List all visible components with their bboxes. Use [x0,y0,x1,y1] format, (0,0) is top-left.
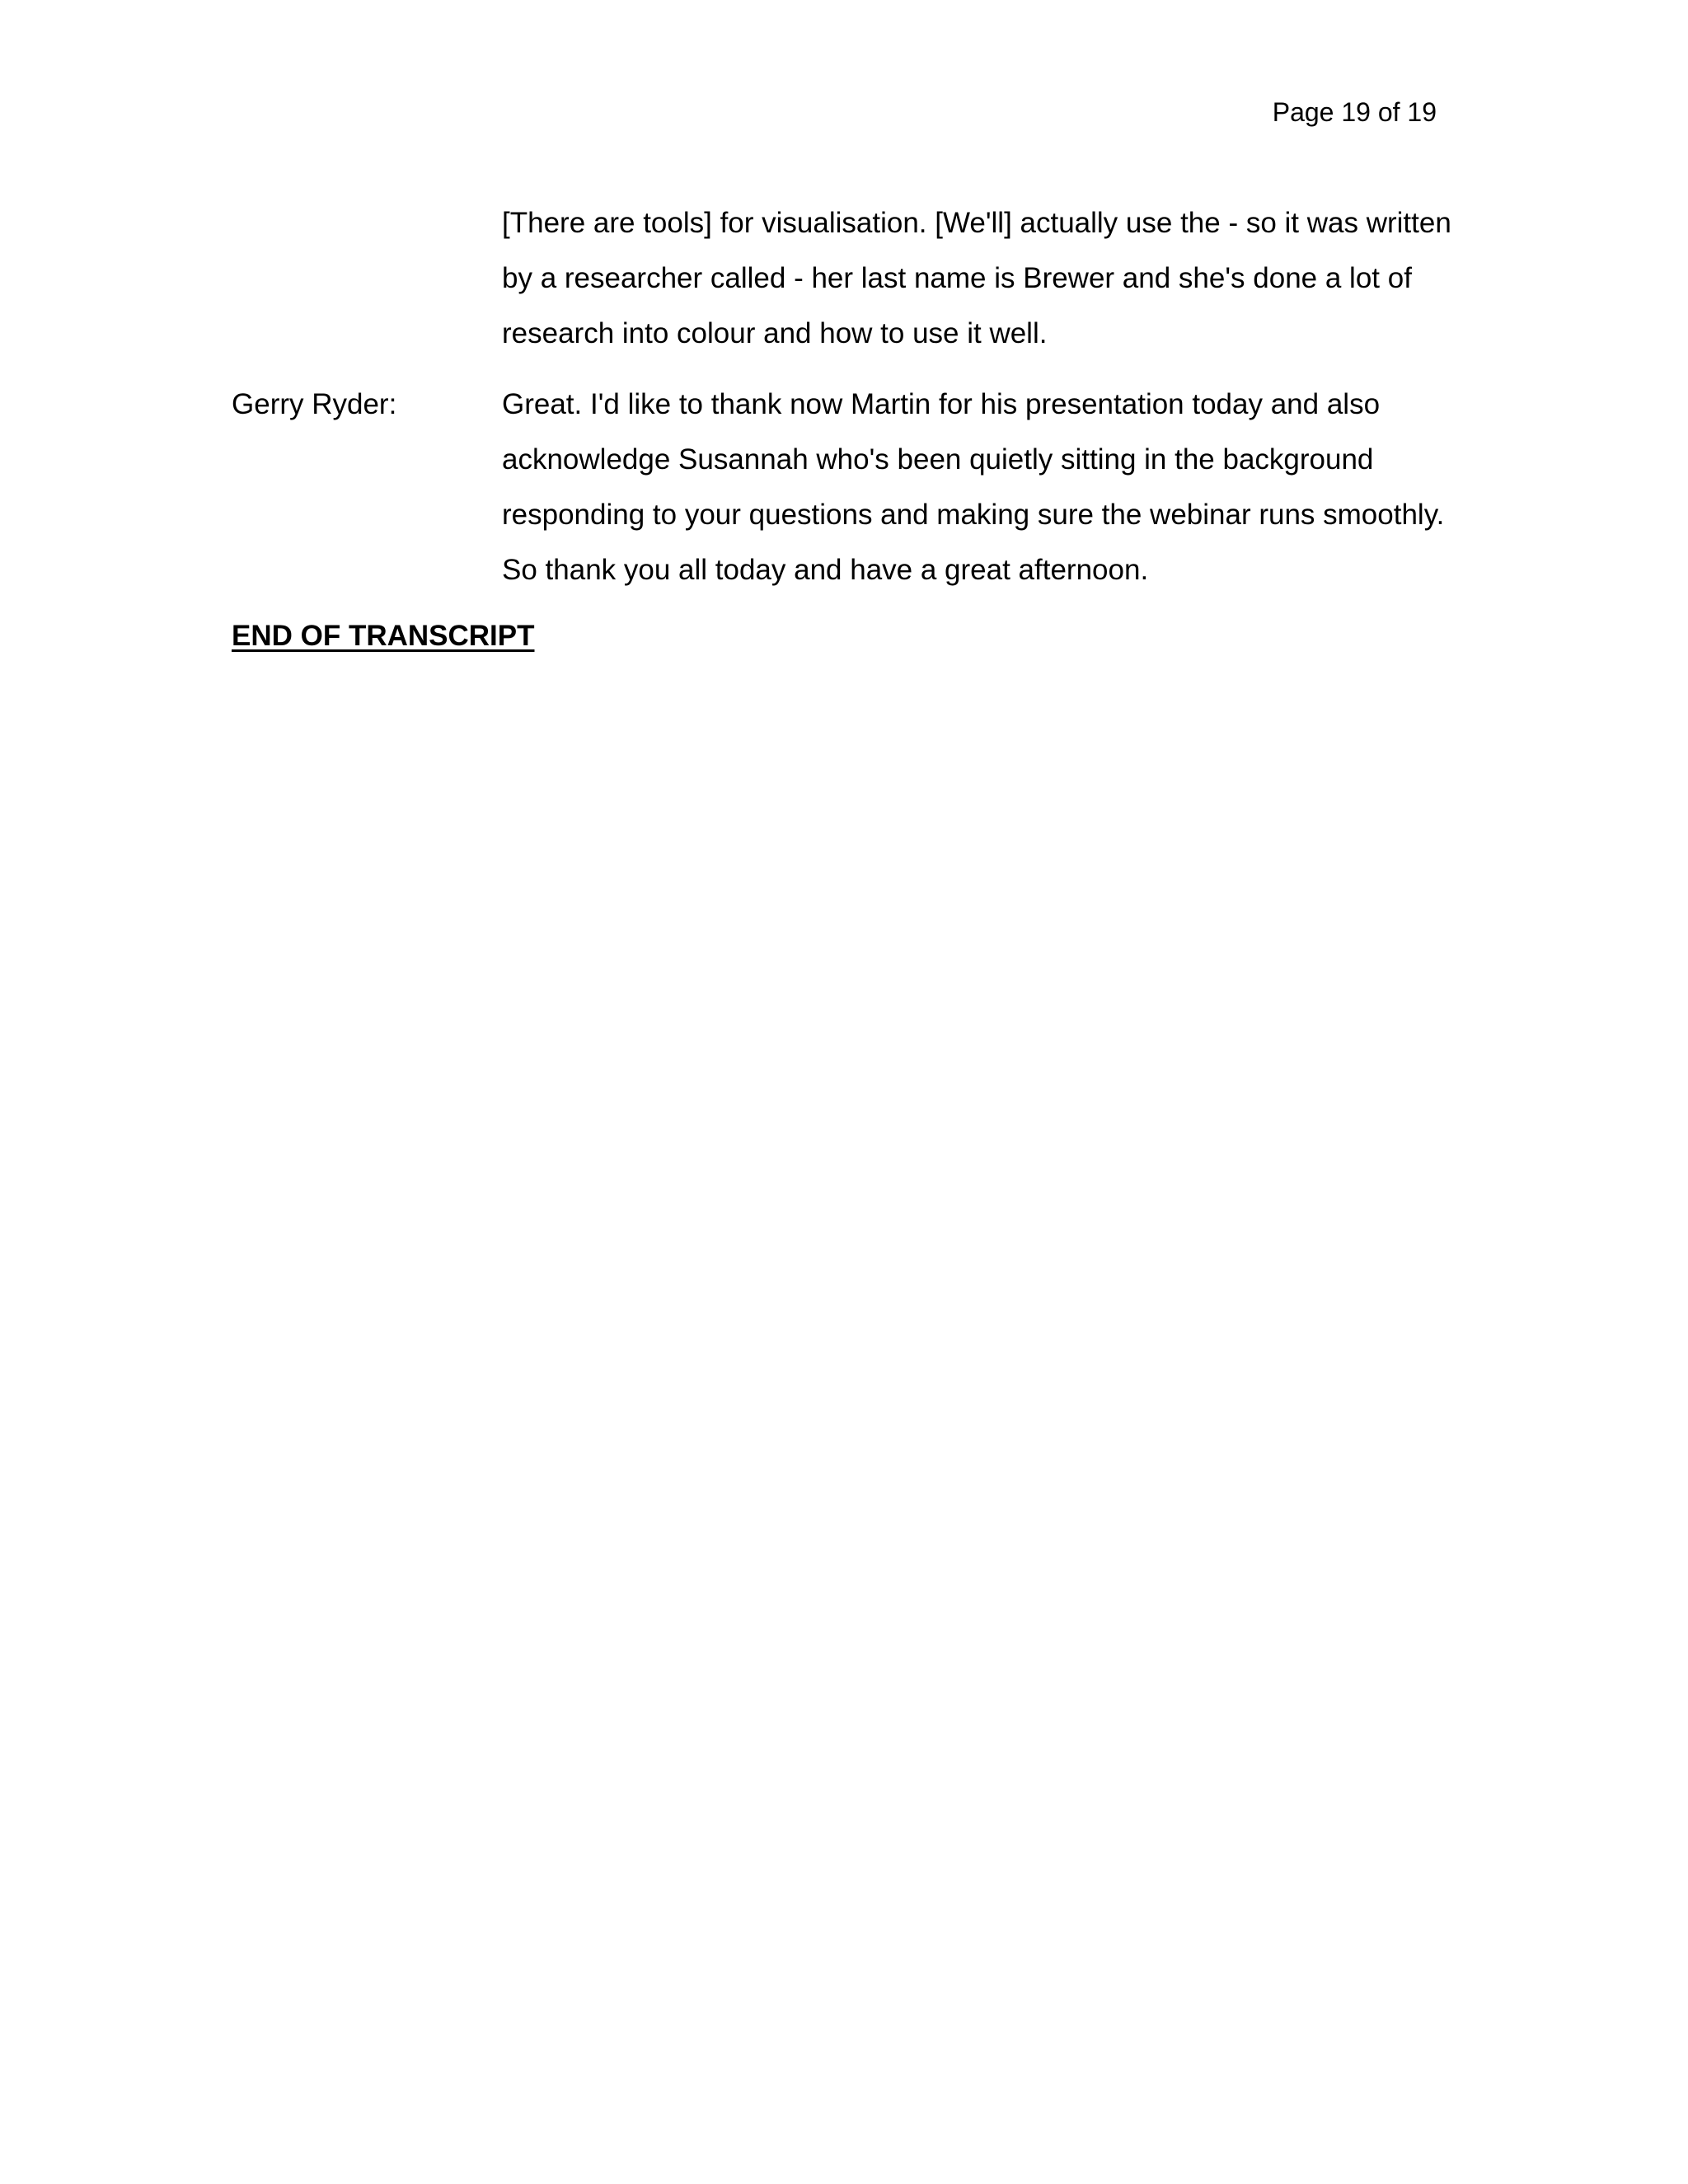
speech-text [502,377,1443,598]
speaker-name: Gerry Ryder: [232,388,397,420]
transcript-block [232,377,1443,598]
speech-line: [There are tools] for visualisation. [We'll] actually use the - so it was written [502,207,1451,239]
transcript-block [232,195,1451,361]
speech-line: research into colour and how to use it well. [502,317,1048,349]
speech-line: Great. I'd like to thank now Martin for his presentation today and also [502,388,1381,420]
speech-line: So thank you all today and have a great afternoon. [502,554,1149,586]
speech-text [502,195,1451,361]
page-number: Page 19 of 19 [1272,97,1437,127]
speech-line: by a researcher called - her last name is Brewer and she's done a lot of [502,262,1412,294]
speech-line: responding to your questions and making sure the webinar runs smoothly. [502,499,1445,531]
end-of-transcript-heading: END OF TRANSCRIPT [232,620,535,652]
speech-line: acknowledge Susannah who's been quietly sitting in the background [502,443,1374,476]
